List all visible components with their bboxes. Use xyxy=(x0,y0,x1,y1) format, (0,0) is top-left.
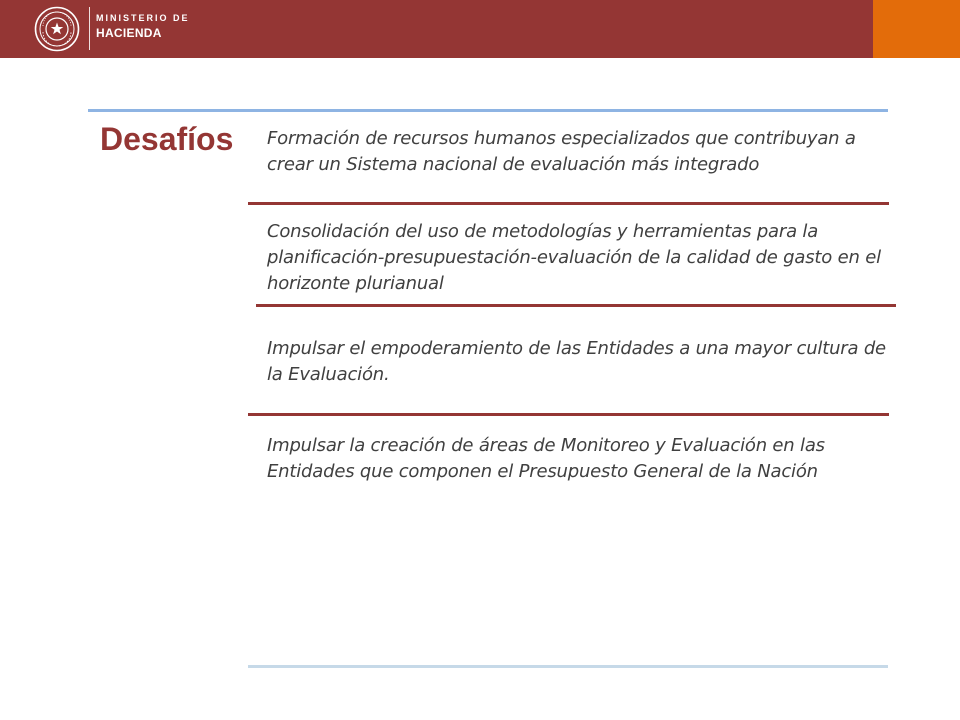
top-rule xyxy=(88,109,888,112)
item-separator xyxy=(248,202,889,205)
ministry-name-line2: HACIENDA xyxy=(96,26,162,40)
header-bar xyxy=(0,0,873,58)
bottom-rule xyxy=(248,665,888,668)
slide-title: Desafíos xyxy=(100,121,234,157)
logo-divider xyxy=(89,7,90,50)
challenge-item-4: Impulsar la creación de áreas de Monitoreo y Evaluación en las Entidades que componen el Presupuesto General de la Nación xyxy=(267,435,825,482)
challenge-item-1: Formación de recursos humanos especializados que contribuyan a crear un Sistema nacional de evaluación más integrado xyxy=(267,128,856,175)
item-separator xyxy=(248,413,889,416)
challenge-item-3: Impulsar el empoderamiento de las Entidades a una mayor cultura de la Evaluación. xyxy=(267,338,886,385)
header-accent-block xyxy=(873,0,960,58)
ministry-name-line1: MINISTERIO DE xyxy=(96,13,190,23)
item-separator xyxy=(256,304,896,307)
challenge-item-2: Consolidación del uso de metodologías y herramientas para la planificación-presupuestación-evaluación de la calidad de gasto en el horizonte plurianual xyxy=(267,221,881,294)
republic-seal-icon xyxy=(34,6,80,52)
